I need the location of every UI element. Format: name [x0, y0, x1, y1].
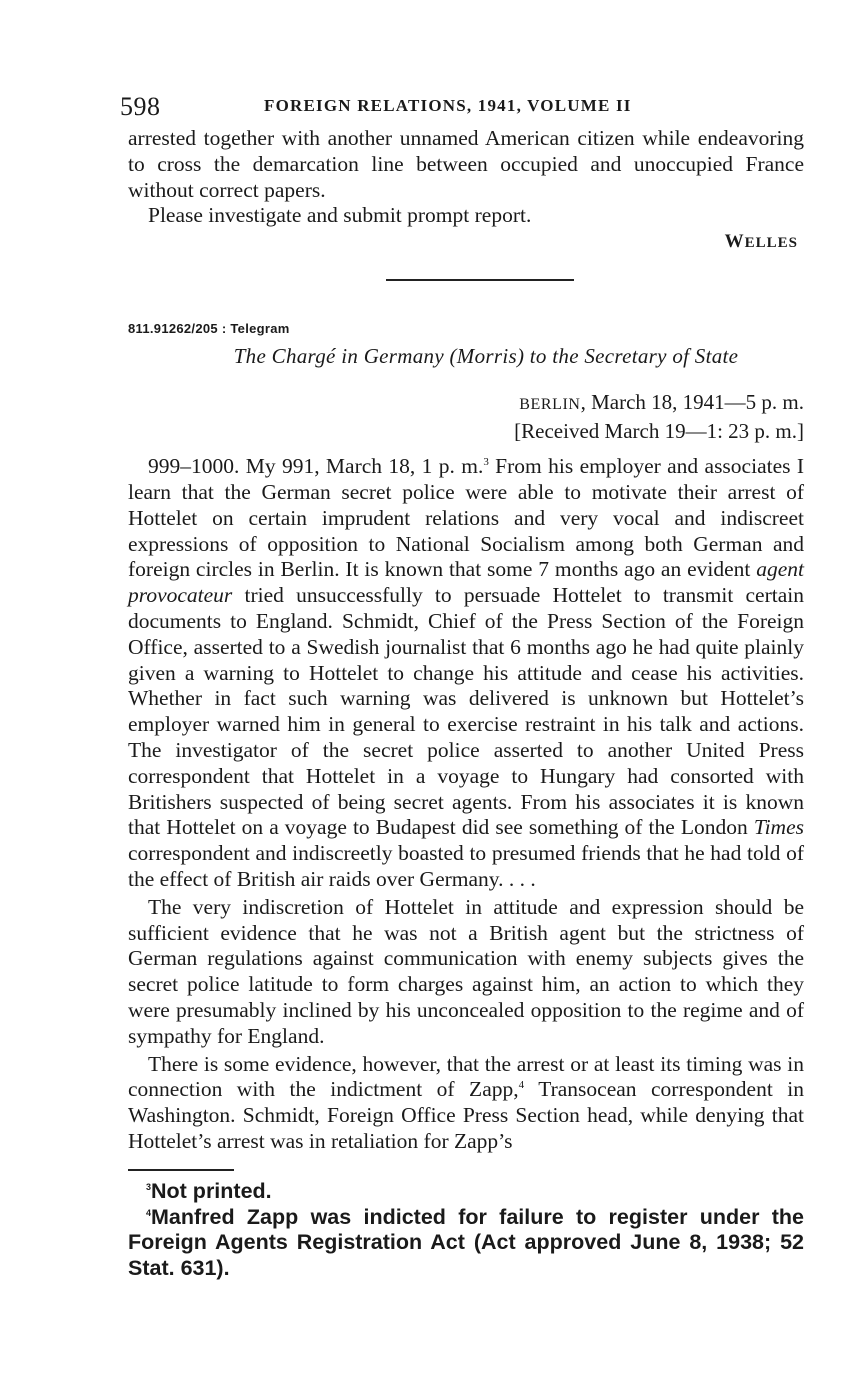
signature: [128, 231, 798, 253]
dateline: [128, 389, 804, 444]
footnote-3-text: Not printed.: [151, 1178, 272, 1203]
continued-paragraph: arrested together with another unnamed American citizen while endeavoring to cross the demarcation line between occupied and unoccupied France without correct papers.: [128, 126, 804, 202]
received-line: [Received March 19—1: 23 p. m.]: [514, 419, 804, 444]
signature-rest: ELLES: [744, 235, 798, 252]
title-part-1: The Chargé in Germany (: [233, 344, 457, 369]
footnote-3: [128, 1179, 804, 1205]
document-page: [120, 92, 805, 1282]
paragraph-1: [128, 454, 804, 893]
dateline-date: , March 18, 1941—5 p. m.: [580, 390, 804, 415]
paragraph-3-text-b: Transocean correspondent in Washington. Schmidt, Foreign Office Press Section head, while denying that Hottelet’s arrest was in retaliation for Zapp’s: [128, 1077, 805, 1153]
paragraph-1-text-c: correspondent and indiscreetly boasted to presumed friends that he had told of the effect of British air raids over Germany. . . .: [128, 841, 804, 891]
title-part-2: ) to the Secretary of State: [516, 344, 739, 369]
paragraph-1-text-a: From his employer and associates I learn that the German secret police were able to motivate their arrest of Hottelet on certain imprudent relations and very vocal and indiscreet expressions of opposition to National Socialism among both German and foreign circles in Berlin. It is known that some 7 months ago an evident: [128, 454, 805, 582]
running-head: [120, 92, 804, 126]
file-reference: 811.91262/205 : Telegram: [128, 321, 290, 337]
paragraph-1-lead: 999–1000. My 991, March 18, 1 p. m.: [148, 454, 484, 479]
paragraph-3: [128, 1052, 804, 1155]
paragraph-1-italic-b: Times: [753, 815, 804, 840]
telegram-body: [128, 454, 804, 1155]
document-title: [168, 344, 804, 369]
footnote-divider: [128, 1169, 234, 1171]
signature-initial: W: [724, 231, 745, 253]
title-name: Morris: [456, 344, 517, 369]
paragraph-1-italic-a: agent provocateur: [128, 557, 804, 608]
running-title: FOREIGN RELATIONS, 1941, VOLUME II: [264, 96, 632, 115]
footnote-marker-4: 4: [518, 1079, 525, 1092]
footnote-4-text: Manfred Zapp was indicted for failure to register under the Foreign Agents Registration Act (Act approved June 8, 1938; 52 Stat. 631).: [128, 1204, 804, 1281]
sent-line: [128, 389, 804, 418]
paragraph-1-text-b: tried unsuccessfully to persuade Hottelet to transmit certain documents to England. Schmidt, Chief of the Press Section of the Foreign Office, asserted to a Swedish journalist that 6 months ago he had quite plainly given a warning to Hottelet to change his attitude and cease his activities. Whether in fact such warning was delivered is unknown but Hottelet’s employer warned him in general to exercise restraint in his talk and actions. The investigator of the secret police asserted to another United Press correspondent that Hottelet in a voyage to Hungary had consorted with Britishers suspected of being secret agents. From his associates it is known that Hottelet on a voyage to Budapest did see something of the London: [128, 583, 804, 840]
section-divider: [386, 279, 574, 281]
paragraph-3-text-a: There is some evidence, however, that the arrest or at least its timing was in connection with the indictment of Zapp,: [128, 1051, 804, 1102]
footnote-4: [128, 1205, 804, 1282]
dateline-city: BERLIN: [519, 396, 581, 414]
footnote-3-marker: 3: [146, 1181, 152, 1192]
footnote-marker-3: 3: [483, 456, 489, 469]
page-number: 598: [120, 92, 161, 121]
paragraph-2: The very indiscretion of Hottelet in attitude and expression should be sufficient evidence that he was not a British agent but the strictness of German regulations against communication with enemy subjects gives the secret police latitude to form charges against him, an action to which they were presumably inclined by his unconcealed opposition to the regime and of sympathy for England.: [128, 894, 804, 1048]
footnote-4-marker: 4: [146, 1207, 152, 1218]
footnotes: [128, 1179, 804, 1282]
request-paragraph: Please investigate and submit prompt report.: [148, 203, 532, 228]
